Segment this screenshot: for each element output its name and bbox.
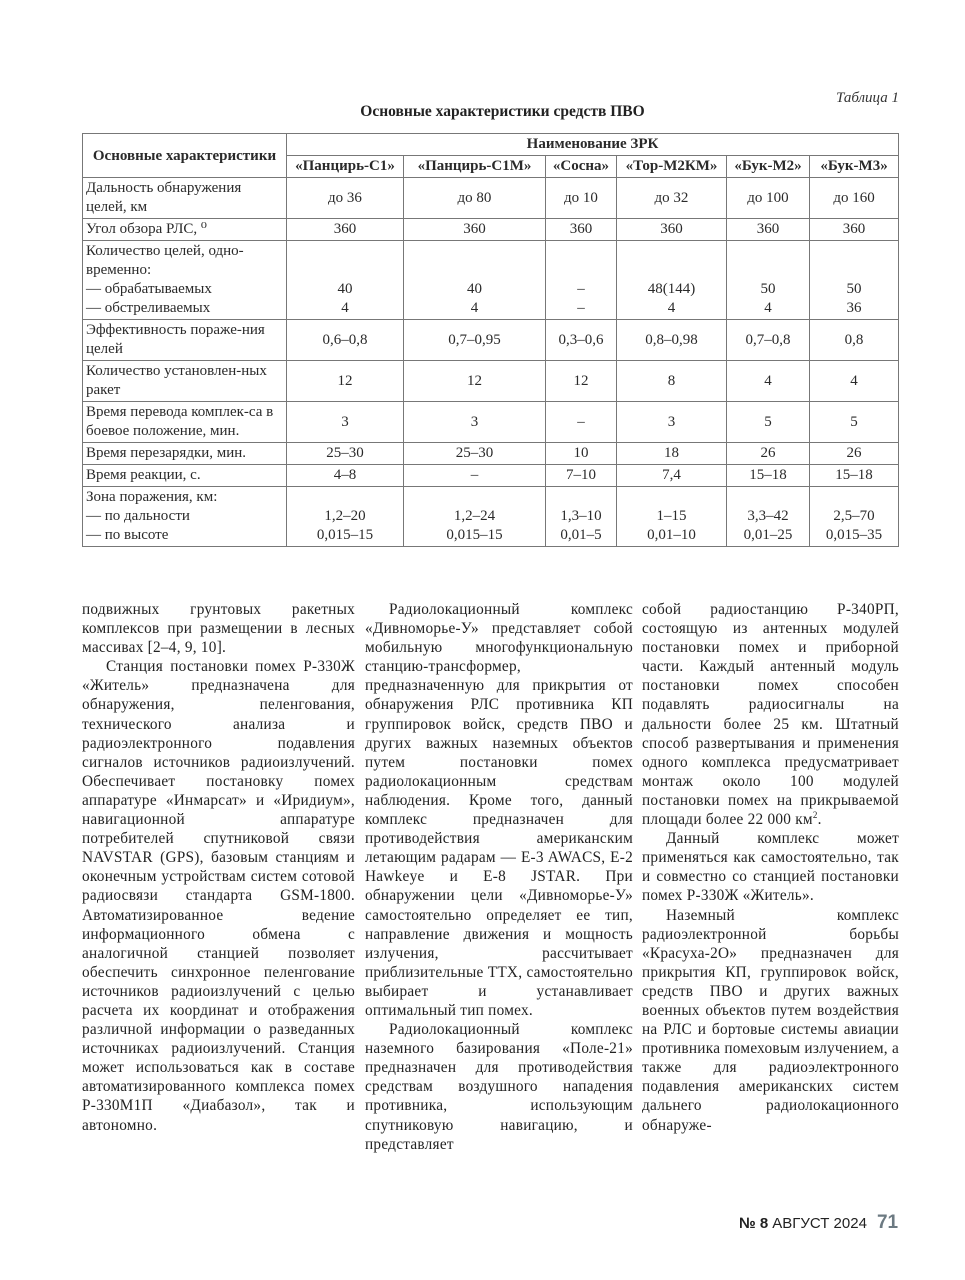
cell-value: 3 xyxy=(617,402,727,443)
cell-value xyxy=(810,241,899,320)
cell-value: до 32 xyxy=(617,178,727,219)
page-number: 71 xyxy=(876,1212,899,1233)
cell-value xyxy=(546,241,617,320)
row-label-line: — по дальности xyxy=(86,508,190,524)
paragraph: Радиолокационный комплекс «Дивноморье-У» представляет собой мобильную многофункциональную станцию-трансформер, предназначенную для прикрытия от обнаружения РЛС противника КП группировок войск, средств ПВО и других важных наземных объектов путем постановки помех радиолокационным средствам наблюдения. Кроме того, данный комплекс предназначен для противодействия американским летающим радарам — E-3 AWACS, E-2 Hawkeye и E-8 JSTAR. При обнаружении цели «Дивноморье-У» самостоятельно определяет ее тип, направление движения и мощность излучения, рассчитывает приблизительные ТТХ, самостоятельно выбирает и устанавливает оптимальный тип помех. xyxy=(365,601,633,1019)
cell-value: 25–30 xyxy=(404,443,546,465)
cell-value: 25–30 xyxy=(287,443,404,465)
row-label-line: — по высоте xyxy=(86,527,169,543)
cell-value: 15–18 xyxy=(727,465,810,487)
paragraph: подвижных грунтовых ракетных комплексов при размещении в лесных массивах [2–4, 9, 10]. xyxy=(82,601,355,657)
row-label: Эффективность пораже-ния целей xyxy=(83,320,287,361)
cell-value: 4–8 xyxy=(287,465,404,487)
page-footer xyxy=(739,1212,898,1234)
table-row xyxy=(83,241,899,320)
cell-value-primary: 40 xyxy=(467,281,482,297)
cell-value xyxy=(287,241,404,320)
cell-value-primary: 1,3–10 xyxy=(560,508,602,524)
article-column-3 xyxy=(642,600,899,1135)
paragraph-text: собой радиостанцию Р-340РП, состоящую из антенных модулей постановки помех и приборной части. Каждый антенный модуль постановки помех способен подавлять радиосигналы на дальности более 25 км. Штатный способ развертывания и применения одного комплекса предусматривает монтаж около 100 модулей постановки помех на прикрываемой площади более 22 000 км xyxy=(642,601,899,829)
row-label xyxy=(83,487,287,547)
cell-value-primary: 48(144) xyxy=(647,281,696,297)
cell-value-secondary: 0,015–15 xyxy=(446,527,503,543)
cell-value: 0,8 xyxy=(810,320,899,361)
cell-value: 5 xyxy=(727,402,810,443)
article-body xyxy=(82,600,902,1190)
cell-value xyxy=(617,487,727,547)
row-label: Время перезарядки, мин. xyxy=(83,443,287,465)
issue-number: № 8 xyxy=(739,1215,769,1232)
row-label-line: — обстреливаемых xyxy=(86,300,211,316)
cell-value-secondary: – xyxy=(577,300,585,316)
row-label: Дальность обнаружения целей, км xyxy=(83,178,287,219)
cell-value: 0,7–0,8 xyxy=(727,320,810,361)
cell-value: 0,7–0,95 xyxy=(404,320,546,361)
punctuation: . xyxy=(817,811,822,829)
row-label-line: Количество целей, одно- xyxy=(86,243,244,259)
cell-value: 360 xyxy=(727,219,810,241)
table-label: Таблица 1 xyxy=(836,90,899,106)
cell-value: 360 xyxy=(287,219,404,241)
cell-value xyxy=(287,487,404,547)
cell-value xyxy=(404,487,546,547)
cell-value: до 36 xyxy=(287,178,404,219)
cell-value: 3 xyxy=(404,402,546,443)
cell-value xyxy=(546,487,617,547)
header-system: «Сосна» xyxy=(546,156,617,178)
cell-value-primary: 1–15 xyxy=(656,508,687,524)
cell-value-primary: 1,2–20 xyxy=(324,508,366,524)
cell-value-secondary: 0,01–25 xyxy=(743,527,793,543)
cell-value-primary: – xyxy=(577,281,585,297)
cell-value: 12 xyxy=(287,361,404,402)
table-row xyxy=(83,219,899,241)
header-system: «Тор-М2КМ» xyxy=(617,156,727,178)
cell-value: 7–10 xyxy=(546,465,617,487)
row-label-line: — обрабатываемых xyxy=(86,281,212,297)
cell-value xyxy=(617,241,727,320)
cell-value: – xyxy=(404,465,546,487)
cell-value-secondary: 0,015–15 xyxy=(316,527,374,543)
paragraph xyxy=(642,600,899,829)
cell-value: 0,3–0,6 xyxy=(546,320,617,361)
cell-value: 360 xyxy=(404,219,546,241)
cell-value: 8 xyxy=(617,361,727,402)
header-system-group: Наименование ЗРК xyxy=(287,134,899,156)
cell-value: 4 xyxy=(727,361,810,402)
row-label: Время реакции, с. xyxy=(83,465,287,487)
cell-value: – xyxy=(546,402,617,443)
header-system: «Панцирь-С1» xyxy=(287,156,404,178)
cell-value-primary: 1,2–24 xyxy=(453,508,496,524)
cell-value-primary: 40 xyxy=(337,281,353,297)
cell-value: 360 xyxy=(810,219,899,241)
table-row xyxy=(83,402,899,443)
cell-value: 0,6–0,8 xyxy=(287,320,404,361)
paragraph: Станция постановки помех Р-330Ж «Житель» предназначена для обнаружения, пеленгования, технического анализа и радиоэлектронного подавления сигналов источников радиоизлучений. Обеспечивает постановку помех аппаратуре «Инмарсат» и «Иридиум», навигационной аппаратуре потребителей спутниковой связи NAVSTAR (GPS), базовым станциям и оконечным устройствам систем сотовой радиосвязи стандарта GSM-1800. Автоматизированное ведение информационного обмена с аналогичной станцией позволяет обеспечить синхронное пеленгование источников радиоизлучений с целью расчета их координат и отображения различной информации о разведанных источниках радиоизлучений. Станция может использоваться как в составе автоматизированного комплекса помех Р-330М1П «Диабазол», так и автономно. xyxy=(82,658,355,1134)
paragraph: Радиолокационный комплекс наземного базирования «Поле-21» предназначен для противодействия средствам воздушного нападения противника, использующим спутниковую навигацию, и представляет xyxy=(365,1021,633,1153)
cell-value: 360 xyxy=(617,219,727,241)
cell-value xyxy=(404,241,546,320)
cell-value: 360 xyxy=(546,219,617,241)
cell-value-secondary: 4 xyxy=(667,300,676,316)
row-label-line: временно: xyxy=(86,262,152,278)
cell-value: до 160 xyxy=(810,178,899,219)
cell-value-primary: 50 xyxy=(846,281,862,297)
cell-value: 3 xyxy=(287,402,404,443)
row-label xyxy=(83,241,287,320)
cell-value-secondary: 0,01–10 xyxy=(647,527,696,543)
cell-value: 7,4 xyxy=(617,465,727,487)
cell-value-secondary: 4 xyxy=(341,300,349,316)
cell-value: 26 xyxy=(810,443,899,465)
cell-value-secondary: 4 xyxy=(764,300,772,316)
cell-value: 10 xyxy=(546,443,617,465)
article-column-1 xyxy=(82,600,355,1135)
cell-value: 15–18 xyxy=(810,465,899,487)
row-label: Количество установлен-ных ракет xyxy=(83,361,287,402)
table-row xyxy=(83,487,899,547)
cell-value-primary: 50 xyxy=(760,281,776,297)
cell-value: до 80 xyxy=(404,178,546,219)
cell-value: до 10 xyxy=(546,178,617,219)
row-label: Угол обзора РЛС, ⁰ xyxy=(83,219,287,241)
row-label-line: Зона поражения, км: xyxy=(86,489,218,505)
cell-value: 18 xyxy=(617,443,727,465)
row-label: Время перевода комплек-са в боевое положение, мин. xyxy=(83,402,287,443)
cell-value: 4 xyxy=(810,361,899,402)
header-characteristics: Основные характеристики xyxy=(83,134,287,178)
table-row xyxy=(83,361,899,402)
header-system: «Бук-М2» xyxy=(727,156,810,178)
cell-value: 0,8–0,98 xyxy=(617,320,727,361)
table-title: Основные характеристики средств ПВО xyxy=(360,103,645,120)
superscript: 2 xyxy=(812,809,818,820)
cell-value-primary: 2,5–70 xyxy=(833,508,875,524)
table-row xyxy=(83,443,899,465)
cell-value xyxy=(727,241,810,320)
cell-value-secondary: 0,015–35 xyxy=(825,527,883,543)
header-system: «Бук-М3» xyxy=(810,156,899,178)
cell-value-secondary: 36 xyxy=(846,300,862,316)
header-system: «Панцирь-С1М» xyxy=(404,156,546,178)
article-column-2 xyxy=(365,600,633,1154)
table-row xyxy=(83,320,899,361)
cell-value: 12 xyxy=(404,361,546,402)
cell-value: до 100 xyxy=(727,178,810,219)
cell-value: 5 xyxy=(810,402,899,443)
cell-value: 26 xyxy=(727,443,810,465)
cell-value-primary: 3,3–42 xyxy=(747,508,789,524)
table-row xyxy=(83,178,899,219)
characteristics-table xyxy=(82,133,899,547)
cell-value: 12 xyxy=(546,361,617,402)
cell-value-secondary: 4 xyxy=(470,300,479,316)
cell-value xyxy=(727,487,810,547)
table-row xyxy=(83,465,899,487)
paragraph: Наземный комплекс радиоэлектронной борьбы «Красуха-2О» предназначен для прикрытия КП, группировок войск, средств ПВО и других важных военных объектов путем воздействия на РЛС и бортовые системы авиации противника помеховым излучением, а также для радиоэлектронного подавления американских систем дальнего радиолокационного обнаруже- xyxy=(642,906,899,1134)
paragraph: Данный комплекс может применяться как самостоятельно, так и совместно со станцией постановки помех Р-330Ж «Житель». xyxy=(642,830,899,905)
issue-date: АВГУСТ 2024 xyxy=(772,1215,867,1232)
cell-value-secondary: 0,01–5 xyxy=(560,527,602,543)
cell-value xyxy=(810,487,899,547)
